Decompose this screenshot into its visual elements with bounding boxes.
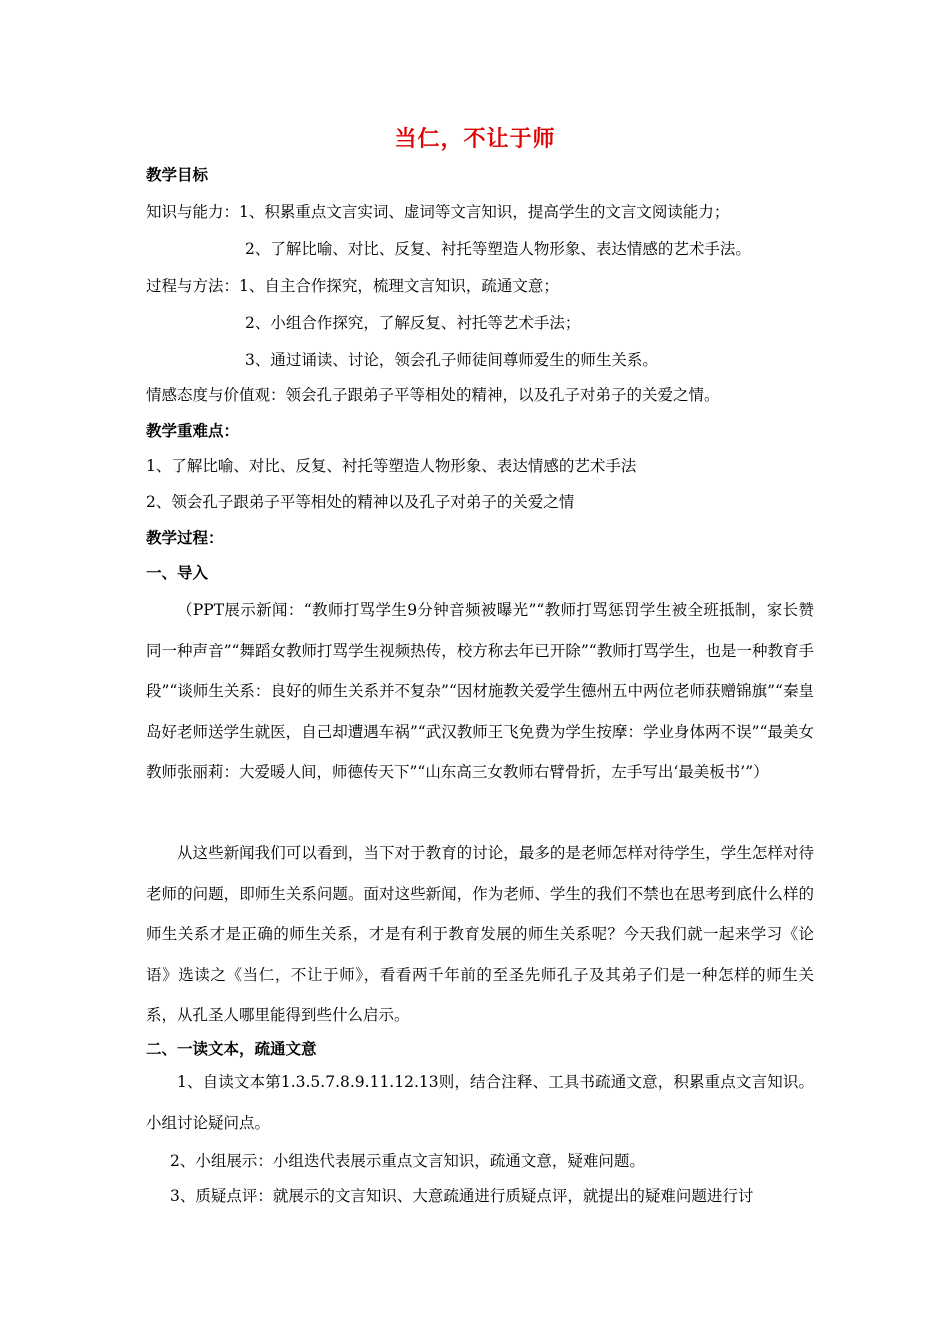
process-heading: 教学过程：	[146, 528, 224, 547]
section-2-heading: 二、一读文本，疏通文意	[146, 1039, 317, 1058]
section-2-step-2: 2、小组展示：小组迭代表展示重点文言知识，疏通文意，疑难问题。	[170, 1152, 645, 1170]
key-point-1: 1、了解比喻、对比、反复、衬托等塑造人物形象、表达情感的艺术手法	[146, 457, 637, 475]
goals-process-2: 2、小组合作探究，了解反复、衬托等艺术手法；	[245, 314, 581, 332]
goals-process-3: 3、通过诵读、讨论，领会孔子师徒间尊师爱生的师生关系。	[245, 351, 658, 369]
document-title: 当仁，不让于师	[394, 126, 556, 152]
goals-knowledge-2: 2、了解比喻、对比、反复、衬托等塑造人物形象、表达情感的艺术手法。	[245, 240, 751, 258]
intro-paragraph: 从这些新闻我们可以看到，当下对于教育的讨论，最多的是老师怎样对待学生，学生怎样对待老师的问题，即师生关系问题。面对这些新闻，作为老师、学生的我们不禁也在思考到底什么样的师生关系才是正确的师生关系，才是有利于教育发展的师生关系呢？今天我们就一起来学习《论语》选读之《当仁，不让于师》，看看两千年前的至圣先师孔子及其弟子们是一种怎样的师生关系，从孔圣人哪里能得到些什么启示。	[146, 844, 814, 1024]
key-point-2: 2、领会孔子跟弟子平等相处的精神以及孔子对弟子的关爱之情	[146, 493, 575, 511]
goals-heading: 教学目标	[146, 165, 209, 184]
section-2-step-3: 3、质疑点评：就展示的文言知识、大意疏通进行质疑点评，就提出的疑难问题进行讨	[170, 1187, 754, 1205]
key-points-heading: 教学重难点：	[146, 421, 240, 440]
goals-process-1: 过程与方法：1、自主合作探究，梳理文言知识，疏通文意；	[146, 277, 559, 295]
section-1-heading: 一、导入	[146, 563, 209, 582]
news-paragraph: （PPT展示新闻：“教师打骂学生9分钟音频被曝光”“教师打骂惩罚学生被全班抵制，家长赞同一种声音”“舞蹈女教师打骂学生视频热传，校方称去年已开除”“教师打骂学生，也是一种教育手段”“谈师生关系：良好的师生关系并不复杂”“因材施教关爱学生德州五中两位老师获赠锦旗”“秦皇岛好老师送学生就医，自己却遭遇车祸”“武汉教师王飞免费为学生按摩：学业身体两不误”“最美女教师张丽莉：大爱暖人间，师德传天下”“山东高三女教师右臂骨折，左手写出‘最美板书’”）	[146, 601, 814, 781]
goals-emotion: 情感态度与价值观：领会孔子跟弟子平等相处的精神，以及孔子对弟子的关爱之情。	[146, 386, 720, 404]
section-2-step-1: 1、自读文本第1.3.5.7.8.9.11.12.13则，结合注释、工具书疏通文意，积累重点文言知识。小组讨论疑问点。	[146, 1073, 814, 1132]
goals-knowledge-1: 知识与能力：1、积累重点文言实词、虚词等文言知识，提高学生的文言文阅读能力；	[146, 203, 730, 221]
